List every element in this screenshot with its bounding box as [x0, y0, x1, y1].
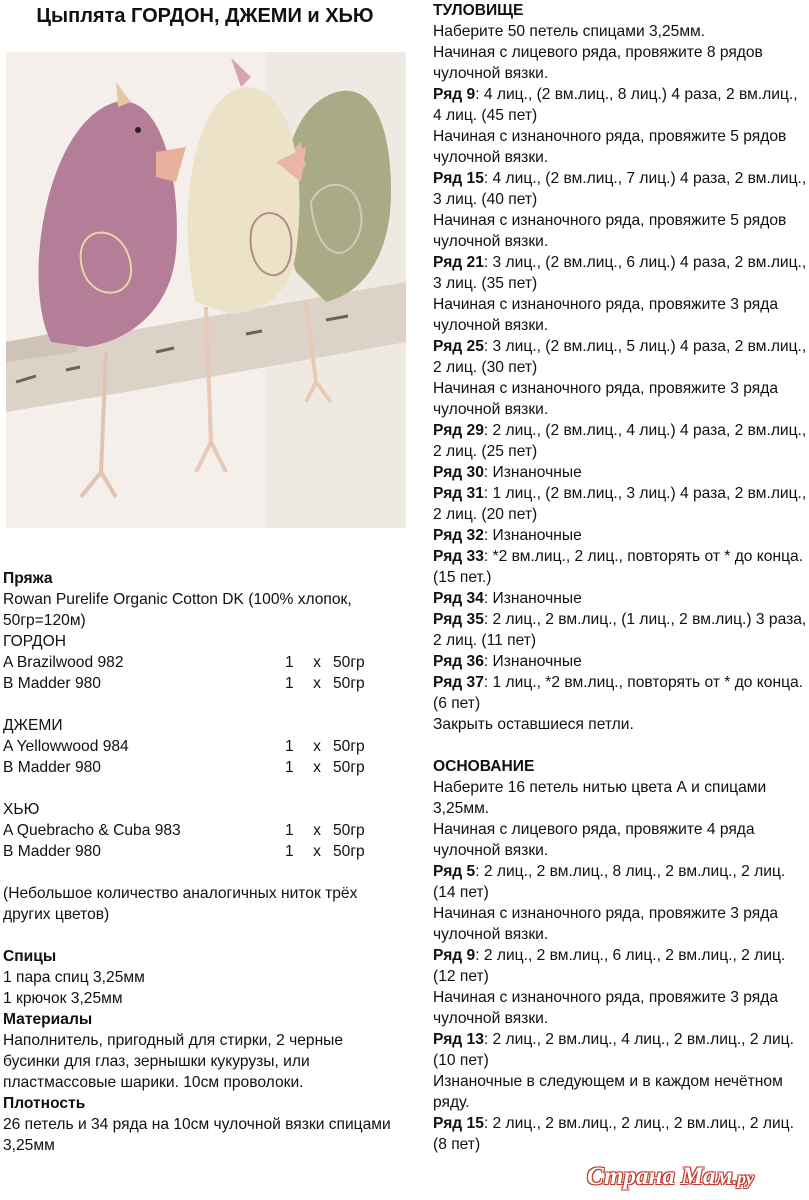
yarn-name: A Brazilwood 982	[3, 654, 124, 671]
materials-heading: Материалы	[3, 1011, 93, 1028]
row-label: Ряд 36	[433, 653, 484, 670]
row-text: Начиная с изнаночного ряда, провяжите 5 рядов чулочной вязки.	[433, 128, 787, 166]
instruction-line	[433, 672, 809, 714]
row-label: Ряд 15	[433, 170, 484, 187]
row-text: : *2 вм.лиц., 2 лиц., повторять от * до конца. (15 пет.)	[433, 548, 804, 586]
density-heading: Плотность	[3, 1095, 86, 1112]
group-name: ХЬЮ	[3, 801, 40, 818]
row-text: Начиная с изнаночного ряда, провяжите 3 ряда чулочной вязки.	[433, 989, 779, 1027]
row-text: Начиная с изнаночного ряда, провяжите 3 ряда чулочной вязки.	[433, 296, 779, 334]
instruction-line	[433, 462, 809, 483]
row-text: : 2 лиц., 2 вм.лиц., 4 лиц., 2 вм.лиц., 2 лиц. (10 пет)	[433, 1031, 794, 1069]
row-label: Ряд 9	[433, 947, 476, 964]
row-label: Ряд 31	[433, 485, 484, 502]
row-text: : 4 лиц., (2 вм.лиц., 7 лиц.) 4 раза, 2 вм.лиц., 3 лиц. (40 пет)	[433, 170, 807, 208]
yarn-name: B Madder 980	[3, 759, 101, 776]
page-title: Цыплята ГОРДОН, ДЖЕМИ и ХЬЮ	[36, 5, 374, 27]
instruction-line	[433, 378, 809, 420]
instruction-line	[433, 483, 809, 525]
needles-item: 1 пара спиц 3,25мм	[3, 969, 145, 986]
density-text: 26 петель и 34 ряда на 10см чулочной вязки спицами 3,25мм	[3, 1116, 391, 1154]
row-label: Ряд 29	[433, 422, 484, 439]
yarn-row	[3, 652, 403, 673]
yarn-note: (Небольшое количество аналогичных ниток трёх других цветов)	[3, 885, 358, 923]
yarn-count: 1	[285, 822, 294, 839]
yarn-name: B Madder 980	[3, 675, 101, 692]
yarn-name: A Quebracho & Cuba 983	[3, 822, 181, 839]
row-text: Начиная с лицевого ряда, провяжите 4 ряда чулочной вязки.	[433, 821, 755, 859]
row-text: : 2 лиц., 2 вм.лиц., 2 лиц., 2 вм.лиц., 2 лиц. (8 пет)	[433, 1115, 794, 1153]
row-text: : 1 лиц., (2 вм.лиц., 3 лиц.) 4 раза, 2 вм.лиц., 2 лиц. (20 пет)	[433, 485, 807, 523]
row-text: : Изнаночные	[483, 653, 582, 670]
instruction-line	[433, 609, 809, 651]
row-text: : 2 лиц., 2 вм.лиц., 8 лиц., 2 вм.лиц., 2 лиц. (14 пет)	[433, 863, 786, 901]
materials-column	[3, 568, 403, 1156]
instruction-line	[433, 987, 809, 1029]
row-text: : 2 лиц., 2 вм.лиц., 6 лиц., 2 вм.лиц., 2 лиц. (12 пет)	[433, 947, 786, 985]
yarn-name: A Yellowwood 984	[3, 738, 129, 755]
instruction-line	[433, 651, 809, 672]
row-text: Начиная с лицевого ряда, провяжите 8 рядов чулочной вязки.	[433, 44, 763, 82]
chicks-photo	[6, 52, 406, 528]
instruction-line	[433, 42, 809, 84]
row-label: Ряд 25	[433, 338, 484, 355]
instruction-line	[433, 903, 809, 945]
row-label: Ряд 21	[433, 254, 484, 271]
body-heading: ТУЛОВИЩЕ	[433, 2, 524, 19]
row-label: Ряд 15	[433, 1115, 484, 1132]
instruction-line	[433, 819, 809, 861]
row-label: Ряд 30	[433, 464, 484, 481]
group-name: ГОРДОН	[3, 633, 67, 650]
instruction-line	[433, 588, 809, 609]
instruction-line	[433, 168, 809, 210]
instructions-column	[433, 0, 809, 1155]
times-sign: x	[313, 738, 321, 755]
instruction-line	[433, 84, 809, 126]
yarn-description: Rowan Purelife Organic Cotton DK (100% хлопок, 50гр=120м)	[3, 591, 352, 629]
row-text: : 3 лиц., (2 вм.лиц., 6 лиц.) 4 раза, 2 вм.лиц., 3 лиц. (35 пет)	[433, 254, 807, 292]
needles-item: 1 крючок 3,25мм	[3, 990, 123, 1007]
row-label: Ряд 32	[433, 527, 484, 544]
instruction-line	[433, 546, 809, 588]
instruction-line	[433, 336, 809, 378]
instruction-line	[433, 714, 809, 735]
instruction-line	[433, 252, 809, 294]
times-sign: x	[313, 675, 321, 692]
base-instructions	[433, 777, 809, 1155]
yarn-row	[3, 841, 403, 862]
row-label: Ряд 33	[433, 548, 484, 565]
watermark-name: Страна Мам	[587, 1163, 733, 1190]
base-heading: ОСНОВАНИЕ	[433, 758, 535, 775]
row-text: Начиная с изнаночного ряда, провяжите 5 рядов чулочной вязки.	[433, 212, 787, 250]
instruction-line	[433, 294, 809, 336]
row-text: : Изнаночные	[483, 527, 582, 544]
yarn-weight: 50гр	[333, 738, 365, 755]
times-sign: x	[313, 654, 321, 671]
group-name: ДЖЕМИ	[3, 717, 63, 734]
watermark-tld: .ру	[732, 1168, 754, 1188]
yarn-count: 1	[285, 675, 294, 692]
row-label: Ряд 34	[433, 590, 484, 607]
instruction-line	[433, 525, 809, 546]
instruction-line	[433, 21, 809, 42]
row-text: : 3 лиц., (2 вм.лиц., 5 лиц.) 4 раза, 2 вм.лиц., 2 лиц. (30 пет)	[433, 338, 807, 376]
instruction-line	[433, 420, 809, 462]
row-text: : Изнаночные	[483, 464, 582, 481]
row-text: : 4 лиц., (2 вм.лиц., 8 лиц.) 4 раза, 2 вм.лиц., 4 лиц. (45 пет)	[433, 86, 798, 124]
times-sign: x	[313, 759, 321, 776]
instruction-line	[433, 945, 809, 987]
yarn-weight: 50гр	[333, 843, 365, 860]
yarn-weight: 50гр	[333, 654, 365, 671]
yarn-row	[3, 757, 403, 778]
instruction-line	[433, 861, 809, 903]
yarn-weight: 50гр	[333, 822, 365, 839]
row-text: Начиная с изнаночного ряда, провяжите 3 ряда чулочной вязки.	[433, 905, 779, 943]
row-text: Начиная с изнаночного ряда, провяжите 3 ряда чулочной вязки.	[433, 380, 779, 418]
yarn-weight: 50гр	[333, 759, 365, 776]
row-text: Изнаночные в следующем и в каждом нечётном ряду.	[433, 1073, 783, 1111]
row-text: : 1 лиц., *2 вм.лиц., повторять от * до конца. (6 пет)	[433, 674, 804, 712]
site-watermark-logo	[587, 1160, 809, 1194]
needles-heading: Спицы	[3, 948, 57, 965]
yarn-weight: 50гр	[333, 675, 365, 692]
yarn-row	[3, 820, 403, 841]
body-instructions	[433, 21, 809, 735]
times-sign: x	[313, 822, 321, 839]
yarn-row	[3, 736, 403, 757]
row-text: Закрыть оставшиеся петли.	[433, 716, 634, 733]
times-sign: x	[313, 843, 321, 860]
row-label: Ряд 35	[433, 611, 484, 628]
row-text: : 2 лиц., (2 вм.лиц., 4 лиц.) 4 раза, 2 вм.лиц., 2 лиц. (25 пет)	[433, 422, 807, 460]
row-label: Ряд 9	[433, 86, 476, 103]
instruction-line	[433, 126, 809, 168]
row-text: : 2 лиц., 2 вм.лиц., (1 лиц., 2 вм.лиц.) 3 раза, 2 лиц. (11 пет)	[433, 611, 807, 649]
instruction-line	[433, 210, 809, 252]
instruction-line	[433, 1071, 809, 1113]
instruction-line	[433, 777, 809, 819]
yarn-count: 1	[285, 738, 294, 755]
yarn-row	[3, 673, 403, 694]
yarn-count: 1	[285, 654, 294, 671]
instruction-line	[433, 1029, 809, 1071]
row-text: : Изнаночные	[483, 590, 582, 607]
yarn-count: 1	[285, 843, 294, 860]
materials-text: Наполнитель, пригодный для стирки, 2 черные бусинки для глаз, зернышки кукурузы, или пластмассовые шарики. 10см проволоки.	[3, 1032, 344, 1091]
row-label: Ряд 13	[433, 1031, 484, 1048]
row-label: Ряд 37	[433, 674, 484, 691]
instruction-line	[433, 1113, 809, 1155]
yarn-heading: Пряжа	[3, 570, 53, 587]
row-text: Наберите 16 петель нитью цвета А и спицами 3,25мм.	[433, 779, 767, 817]
row-label: Ряд 5	[433, 863, 476, 880]
row-text: Наберите 50 петель спицами 3,25мм.	[433, 23, 706, 40]
yarn-count: 1	[285, 759, 294, 776]
yarn-name: B Madder 980	[3, 843, 101, 860]
